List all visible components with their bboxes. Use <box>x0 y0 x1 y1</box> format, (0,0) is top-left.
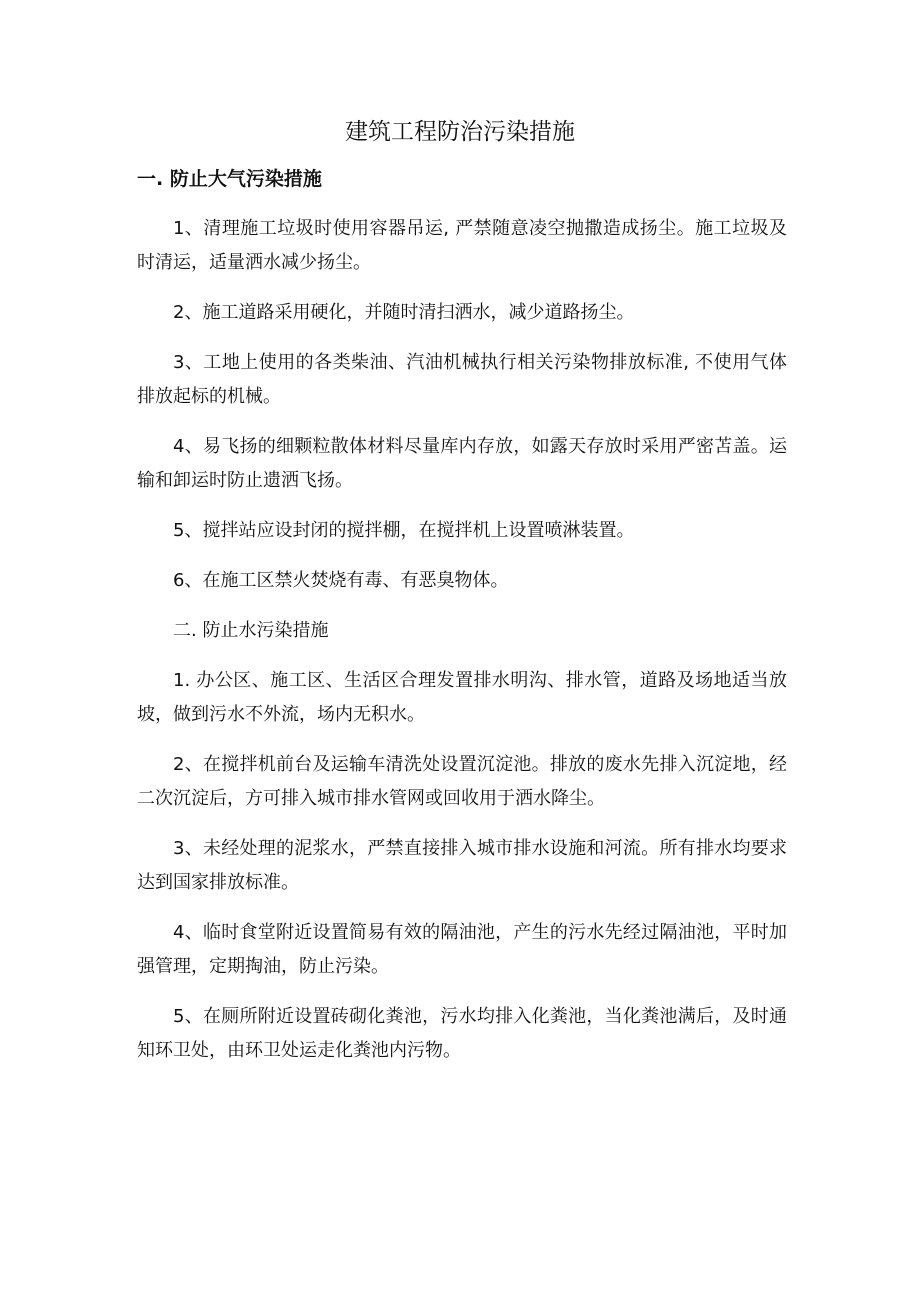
section-heading-water-pollution: 二. 防止水污染措施 <box>173 620 329 641</box>
paragraph: 6、在施工区禁火焚烧有毒、有恶臭物体。 <box>173 570 509 591</box>
paragraph: 2、施工道路采用硬化，并随时清扫洒水，减少道路扬尘。 <box>173 302 635 323</box>
paragraph: 3、未经处理的泥浆水，严禁直接排入城市排水设施和河流。所有排水均要求达到国家排放标准。 <box>137 838 787 893</box>
document-title: 建筑工程防治污染措施 <box>345 119 575 145</box>
paragraph: 2、在搅拌机前台及运输车清洗处设置沉淀池。排放的废水先排入沉淀地，经二次沉淀后，方可排入城市排水管网或回收用于洒水降尘。 <box>137 754 787 809</box>
paragraph: 1、清理施工垃圾时使用容器吊运, 严禁随意凌空抛撒造成扬尘。施工垃圾及时清运，适量洒水减少扬尘。 <box>137 218 787 273</box>
paragraph: 4、易飞扬的细颗粒散体材料尽量库内存放，如露天存放时采用严密苫盖。运输和卸运时防止遗洒飞扬。 <box>137 436 787 491</box>
paragraph: 4、临时食堂附近设置简易有效的隔油池，产生的污水先经过隔油池，平时加强管理，定期掏油，防止污染。 <box>137 922 787 977</box>
section-heading-air-pollution: 一. 防止大气污染措施 <box>137 168 322 190</box>
paragraph: 5、在厕所附近设置砖砌化粪池，污水均排入化粪池，当化粪池满后，及时通知环卫处，由环卫处运走化粪池内污物。 <box>137 1006 787 1061</box>
paragraph: 3、工地上使用的各类柴油、汽油机械执行相关污染物排放标准, 不使用气体排放起标的机械。 <box>137 352 787 407</box>
section-body-air-pollution <box>137 212 787 1068</box>
paragraph: 1. 办公区、施工区、生活区合理发置排水明沟、排水管，道路及场地适当放坡，做到污水不外流，场内无积水。 <box>137 670 787 725</box>
paragraph: 5、搅拌站应设封闭的搅拌棚，在搅拌机上设置喷淋装置。 <box>173 520 635 541</box>
